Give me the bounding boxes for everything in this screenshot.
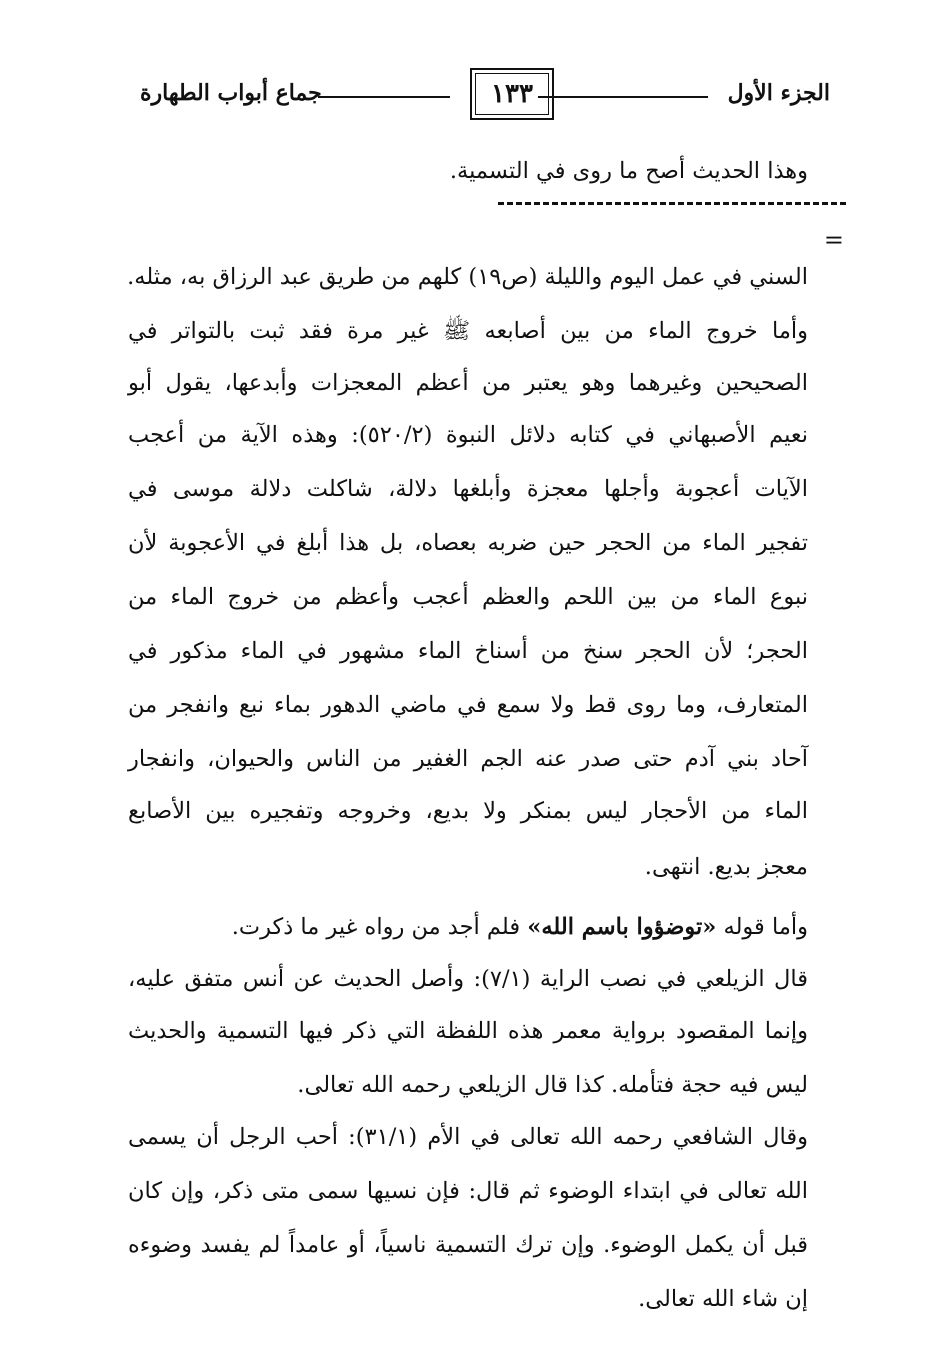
- footnote-line: وإنما المقصود برواية معمر هذه اللفظة التي ذكر فيها التسمية والحديث: [128, 1018, 808, 1044]
- footnote-line: نبوع الماء من بين اللحم والعظم أعجب وأعظم من خروج الماء من: [128, 584, 808, 610]
- footnote-line: الآيات أعجوبة وأجلها معجزة وأبلغها دلالة، شاكلت دلالة موسى في: [128, 476, 808, 502]
- footnote-line: الحجر؛ لأن الحجر سنخ من أسناخ الماء مشهور في الماء مذكور في: [128, 638, 808, 664]
- volume-title: الجزء الأول: [727, 80, 830, 106]
- hadith-quote: «توضؤوا باسم الله»: [527, 914, 717, 940]
- footnote-line: وأما خروج الماء من بين أصابعه ﷺ غير مرة فقد ثبت بالتواتر في: [128, 318, 808, 344]
- quote-intro: وأما قوله: [716, 914, 808, 940]
- running-header: [140, 68, 830, 126]
- footnote-line: المتعارف، وما روى قط ولا سمع في ماضي الدهور بماء نبع وانفجر من: [128, 692, 808, 718]
- footnote-line: السني في عمل اليوم والليلة (ص١٩) كلهم من طريق عبد الرزاق به، مثله.: [127, 264, 808, 290]
- footnote-line: الله تعالى في ابتداء الوضوء ثم قال: فإن نسيها سمى متى ذكر، وإن كان: [128, 1178, 808, 1204]
- footnote-separator: [498, 202, 846, 221]
- footnote-line: إن شاء الله تعالى.: [638, 1286, 808, 1312]
- header-rule-left: [318, 96, 450, 98]
- quote-outro: فلم أجد من رواه غير ما ذكرت.: [231, 914, 528, 940]
- footnote-line: نعيم الأصبهاني في كتابه دلائل النبوة (٥٢٠/٢): وهذه الآية من أعجب: [128, 422, 809, 448]
- footnote-line: آحاد بني آدم حتى صدر عنه الجم الغفير من الناس والحيوان، وانفجار: [128, 746, 808, 772]
- header-rule-right: [538, 96, 708, 98]
- footnote-line: معجز بديع. انتهى.: [644, 854, 808, 880]
- footnote-line: قال الزيلعي في نصب الراية (٧/١): وأصل الحديث عن أنس متفق عليه،: [128, 966, 808, 992]
- footnote-line: وقال الشافعي رحمه الله تعالى في الأم (٣١/١): أحب الرجل أن يسمى: [128, 1124, 808, 1150]
- main-text-line: وهذا الحديث أصح ما روى في التسمية.: [449, 158, 808, 184]
- footnote-line: الماء من الأحجار ليس بمنكر ولا بديع، وخروجه وتفجيره بين الأصابع: [128, 798, 808, 824]
- page-number: ١٣٣: [470, 68, 554, 120]
- footnote-line-with-quote: [128, 912, 808, 942]
- footnote-line: تفجير الماء من الحجر حين ضربه بعصاه، بل هذا أبلغ في الأعجوبة لأن: [128, 530, 808, 556]
- continuation-mark: =: [823, 226, 844, 254]
- footnote-line: الصحيحين وغيرهما وهو يعتبر من أعظم المعجزات وأبدعها، يقول أبو: [128, 370, 808, 396]
- footnote-line: قبل أن يكمل الوضوء. وإن ترك التسمية ناسياً، أو عامداً لم يفسد وضوءه: [128, 1232, 808, 1258]
- chapter-title: جماع أبواب الطهارة: [140, 80, 322, 106]
- footnote-line: ليس فيه حجة فتأمله. كذا قال الزيلعي رحمه الله تعالى.: [297, 1072, 808, 1098]
